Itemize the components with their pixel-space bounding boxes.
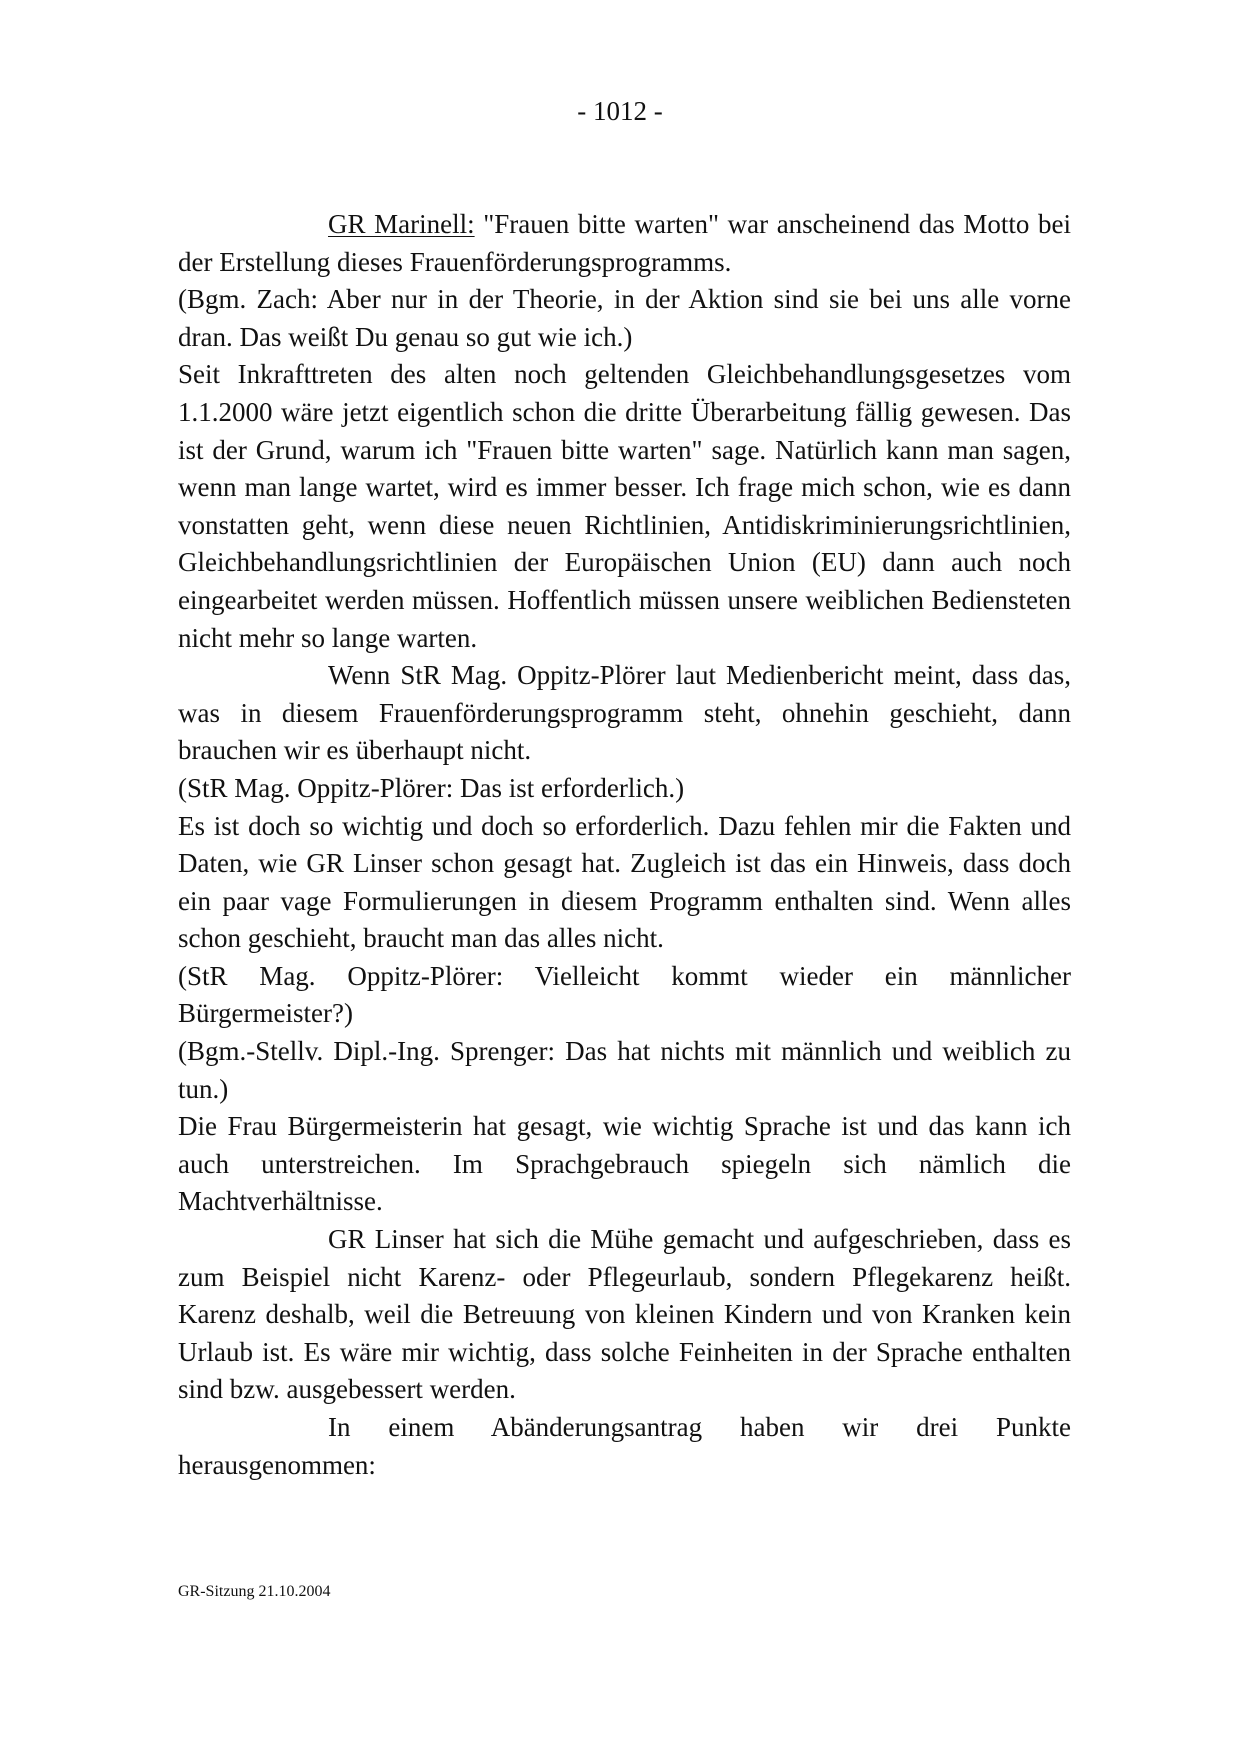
speech-paragraph-5: Die Frau Bürgermeisterin hat gesagt, wie wichtig Sprache ist und das kann ich auch unterstreichen. Im Sprachgebrauch spiegeln sich nämlich die Machtverhältnisse. [178, 1111, 1071, 1217]
footer-session-date: GR-Sitzung 21.10.2004 [178, 1583, 331, 1600]
interjection-oppitz-ploerer-2: (StR Mag. Oppitz-Plörer: Vielleicht kommt wieder ein männlicher Bürgermeister?) [178, 960, 1071, 1029]
speech-text: "Frauen bitte warten" war anscheinend das Motto bei der Erstellung dieses Frauenförderungsprogramms. [178, 209, 1072, 277]
page-number: - 1012 - [577, 96, 663, 126]
interjection-sprenger: (Bgm.-Stellv. Dipl.-Ing. Sprenger: Das hat nichts mit männlich und weiblich zu tun.) [178, 1036, 1071, 1104]
speech-paragraph-3: Wenn StR Mag. Oppitz-Plörer laut Medienbericht meint, dass das, was in diesem Frauenförderungsprogramm steht, ohnehin geschieht, dann brauchen wir es überhaupt nicht. [178, 660, 1071, 766]
interjection-zach: (Bgm. Zach: Aber nur in der Theorie, in der Aktion sind sie bei uns alle vorne dran. Das weißt Du genau so gut wie ich.) [178, 284, 1071, 352]
speech-paragraph-4: Es ist doch so wichtig und doch so erforderlich. Dazu fehlen mir die Fakten und Daten, wie GR Linser schon gesagt hat. Zugleich ist das ein Hinweis, dass doch ein paar vage Formulierungen in diesem Programm enthalten sind. Wenn alles schon geschieht, braucht man das alles nicht. [178, 810, 1071, 954]
speaker-name: GR Marinell: [328, 209, 475, 239]
speech-paragraph-1 [178, 206, 1071, 281]
interjection-oppitz-ploerer-1: (StR Mag. Oppitz-Plörer: Das ist erforderlich.) [178, 772, 685, 803]
speech-paragraph-6: GR Linser hat sich die Mühe gemacht und aufgeschrieben, dass es zum Beispiel nicht Karenz- oder Pflegeurlaub, sondern Pflegekarenz heißt. Karenz deshalb, weil die Betreuung von kleinen Kindern und von Kranken kein Urlaub ist. Es wäre mir wichtig, dass solche Feinheiten in der Sprache enthalten sind bzw. ausgebessert werden. [178, 1224, 1071, 1405]
speech-paragraph-7: In einem Abänderungsantrag haben wir drei Punkte herausgenommen: [178, 1412, 1071, 1480]
protocol-body [178, 206, 1071, 1484]
speech-paragraph-2: Seit Inkrafttreten des alten noch geltenden Gleichbehandlungsgesetzes vom 1.1.2000 wäre jetzt eigentlich schon die dritte Überarbeitung fällig gewesen. Das ist der Grund, warum ich "Frauen bitte warten" sage. Natürlich kann man sagen, wenn man lange wartet, wird es immer besser. Ich frage mich schon, wie es dann vonstatten geht, wenn diese neuen Richtlinien, Antidiskriminierungsrichtlinien, Gleichbehandlungsrichtlinien der Europäischen Union (EU) dann auch noch eingearbeitet werden müssen. Hoffentlich müssen unsere weiblichen Bediensteten nicht mehr so lange warten. [178, 359, 1071, 653]
